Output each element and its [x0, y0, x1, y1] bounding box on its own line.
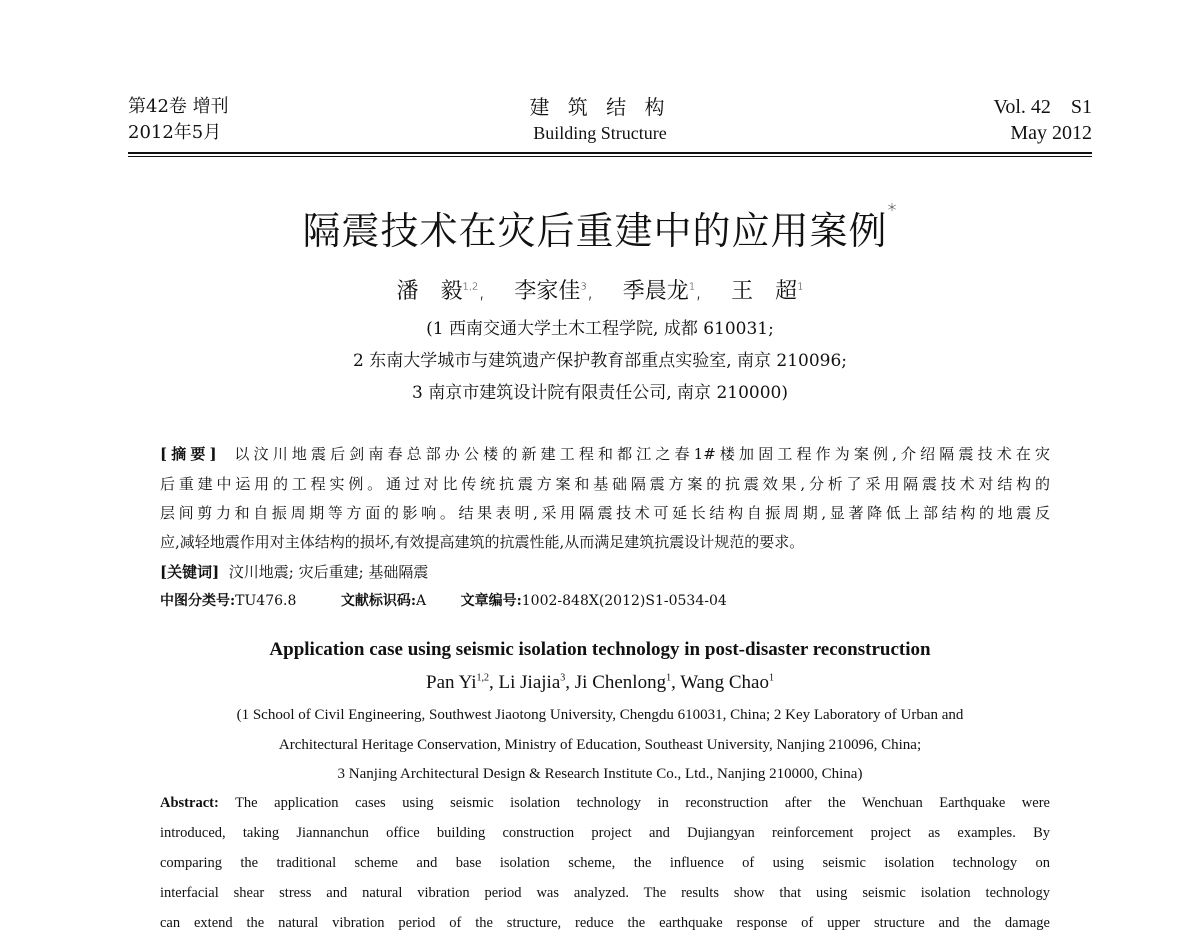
abstract-en-line: interfacial shear stress and natural vibration period was analyzed. The results show that using seismic isolation technology [160, 885, 1050, 901]
abstract-cn-line: [摘要] 以汶川地震后剑南春总部办公楼的新建工程和都江之春1#楼加固工程作为案例,介绍隔震技术在灾 [160, 445, 1050, 463]
abstract-cn-line: 后重建中运用的工程实例。通过对比传统抗震方案和基础隔震方案的抗震效果,分析了采用隔震技术对结构的 [160, 475, 1050, 493]
affiliation-cn: 3 南京市建筑设计院有限责任公司, 南京 210000) [412, 383, 788, 403]
affiliation-en: (1 School of Civil Engineering, Southwest Jiaotong University, Chengdu 610031, China; 2 Key Laboratory of Urban and [236, 707, 964, 723]
affiliation-cn: 2 东南大学城市与建筑遗产保护教育部重点实验室, 南京 210096; [352, 351, 848, 371]
abstract-cn-line: 层间剪力和自振周期等方面的影响。结果表明,采用隔震技术可延长结构自振周期,显著降低上部结构的地震反 [160, 504, 1050, 522]
affiliation-en: 3 Nanjing Architectural Design & Research Institute Co., Ltd., Nanjing 210000, China) [337, 766, 863, 782]
abstract-en-line: comparing the traditional scheme and base isolation scheme, the influence of using seismic isolation technology on [160, 855, 1050, 871]
author-cn: 李家佳$^3$, [514, 279, 616, 304]
date-cn: 2012年5月 [128, 122, 222, 143]
title-footnote-mark: * [887, 200, 898, 221]
header-rule [128, 152, 1092, 154]
paper-title-cn [0, 200, 1200, 255]
abstract-en-line: Abstract: The application cases using seismic isolation technology in reconstruction after the Wenchuan Earthquake were [160, 795, 1050, 811]
title-text: 隔震技术在灾后重建中的应用案例 [302, 209, 888, 253]
journal-volume-en [993, 94, 1092, 146]
authors-en: Pan Yi$^{1,2}$, Li Jiajia$^3$, Ji Chenlong$^1$, Wang Chao$^1$ [426, 672, 774, 693]
abstract-en-line: can extend the natural vibration period of the structure, reduce the earthquake response of upper structure and the damage [160, 915, 1050, 931]
affiliation-cn: (1 西南交通大学土木工程学院, 成都 610031; [426, 319, 774, 339]
authors-cn [0, 274, 1200, 305]
date-en: May 2012 [1010, 122, 1092, 144]
paper-title-en: Application case using seismic isolation technology in post-disaster reconstruction [269, 639, 931, 660]
author-cn: 王 超$^1$ [731, 279, 804, 304]
abstract-cn-line: 应,减轻地震作用对主体结构的损坏,有效提高建筑的抗震性能,从而满足建筑抗震设计规范的要求。 [160, 533, 805, 551]
abstract-en-line: introduced, taking Jiannanchun office building construction project and Dujiangyan reinforcement project as examples. By [160, 825, 1050, 841]
journal-name-cn: 建 筑 结 构 [529, 95, 671, 119]
affiliation-en: Architectural Heritage Conservation, Ministry of Education, Southeast University, Nanjing 210096, China; [278, 737, 922, 753]
author-cn: 季晨龙$^1$, [622, 279, 725, 304]
keywords-cn: [关键词] 汶川地震; 灾后重建; 基础隔震 [160, 563, 429, 581]
volume-en: Vol. 42 S1 [993, 96, 1092, 118]
header-rule-thin [128, 156, 1092, 157]
author-cn: 潘 毅$^{1,2}$, [396, 279, 508, 304]
classification-line: 中图分类号:TU476.8 文献标识码:A 文章编号:1002-848X(2012)S1-0534-04 [160, 593, 727, 609]
volume-cn: 第42卷 增刊 [128, 96, 229, 117]
abstract-cn-label: [摘要] [160, 445, 217, 463]
journal-name-en: Building Structure [533, 123, 667, 143]
